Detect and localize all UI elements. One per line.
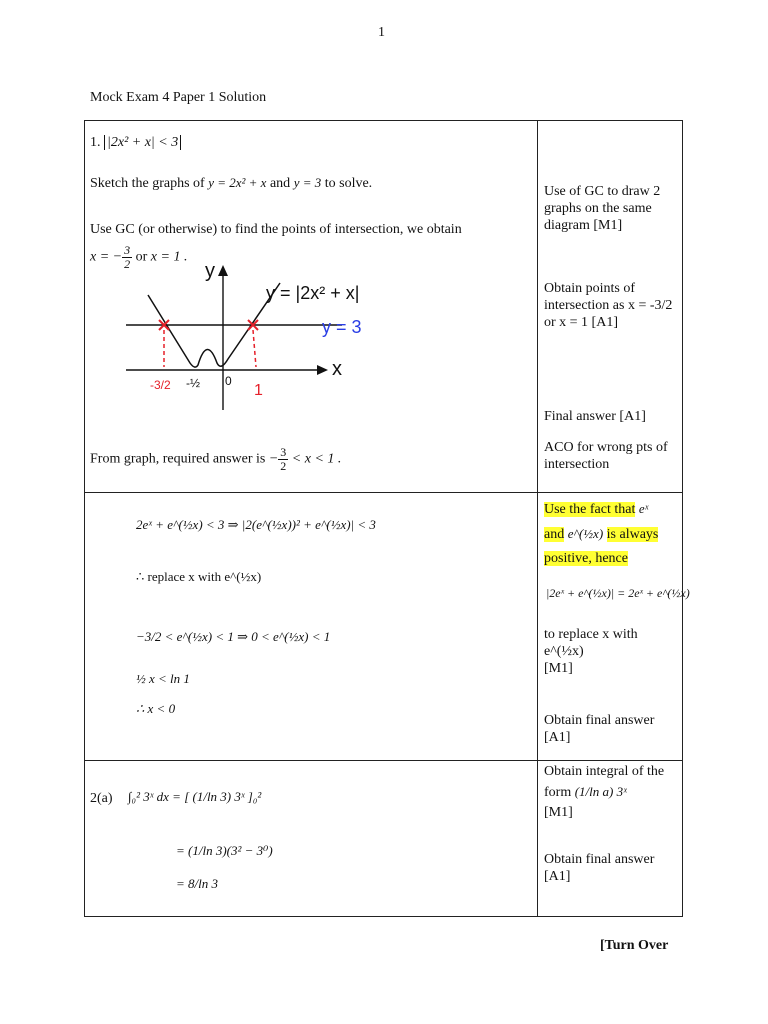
origin-label: 0 xyxy=(225,374,232,388)
q2-mark-1-tag: [M1] xyxy=(544,805,573,820)
q1b-hl-2-math: e^(½x) xyxy=(567,526,604,541)
q1b-mark-highlight xyxy=(544,497,680,571)
y-axis-arrow xyxy=(218,265,228,276)
q1-sketch-graph xyxy=(110,255,370,410)
q1b-line-3: −3/2 < e^(½x) < 1 ⇒ 0 < e^(½x) < 1 xyxy=(136,629,331,644)
q1-final-prefix: From graph, required answer is xyxy=(90,451,266,467)
q1-sketch-and: and xyxy=(269,176,291,191)
q1-final-line: From graph, required answer is − $\frac{3}{2}$ < x < 1 . xyxy=(90,445,342,473)
q1b-hl-1: Use the fact that xyxy=(544,502,636,517)
q1-mark-1: Use of GC to draw 2 graphs on the same diagram [M1] xyxy=(544,184,661,233)
table-column-divider xyxy=(537,120,538,917)
page-footer: [Turn Over xyxy=(600,938,669,953)
q1-gc-x2: x = 1 . xyxy=(150,249,188,265)
x-axis-label: x xyxy=(332,358,342,380)
q1-final-num: 3 xyxy=(280,445,287,459)
q1-gc-or: or xyxy=(135,249,148,265)
q2-line-2: = (1/ln 3)(3² − 3⁰) xyxy=(176,843,273,858)
q1-sketch-eq2: y = 3 xyxy=(293,175,322,190)
q1b-hl-2-and: and xyxy=(544,527,565,542)
q2-mark-1 xyxy=(544,762,680,823)
q1-question: |2x² + x| < 3 xyxy=(104,135,181,150)
q1b-line-4: ½ x < ln 1 xyxy=(136,671,190,686)
page-number: 1 xyxy=(378,25,385,40)
q1-mark-4: ACO for wrong pts of intersection xyxy=(544,440,668,472)
table-row-divider xyxy=(84,492,683,493)
tick-neg-half: -½ xyxy=(186,376,201,390)
q1b-line-2: ∴ replace x with e^(½x) xyxy=(136,569,262,584)
q2-mark-1-form: form xyxy=(544,785,572,800)
x-axis-arrow xyxy=(317,365,328,375)
q2-label: 2(a) xyxy=(90,791,113,806)
q1b-mark-1-tag: [M1] xyxy=(544,661,573,676)
q1-sketch-line xyxy=(90,174,372,193)
q1b-mark-eq: |2eˣ + e^(½x)| = 2eˣ + e^(½x) xyxy=(546,586,690,600)
q1b-mark-2: Obtain final answer [A1] xyxy=(544,713,655,745)
q2-mark-1-text: Obtain integral of the xyxy=(544,764,665,779)
y-axis-label: y xyxy=(205,260,215,282)
q1b-hl-2-text: is always xyxy=(606,527,659,542)
q1b-hl-1-math: eˣ xyxy=(638,501,649,516)
q1b-mark-1-text: to replace x with e^(½x) xyxy=(544,627,638,659)
q2-line-1: ∫₀² 3ˣ dx = [ (1/ln 3) 3ˣ ]₀² xyxy=(128,789,262,804)
table-row-divider xyxy=(84,760,683,761)
q2-line-3: = 8/ln 3 xyxy=(176,876,218,891)
q1-label: 1. xyxy=(90,135,101,150)
q1-mark-3: Final answer [A1] xyxy=(544,409,646,424)
tick-one: 1 xyxy=(254,382,263,399)
q1b-hl-3: positive, hence xyxy=(544,551,628,566)
q1-sketch-suffix: to solve. xyxy=(324,176,373,191)
q1-final-frac xyxy=(278,446,288,473)
line-label: y = 3 xyxy=(322,317,362,337)
q2-mark-2: Obtain final answer [A1] xyxy=(544,852,655,884)
q2-mark-1-math: (1/ln a) 3ˣ xyxy=(574,784,627,799)
page-title: Mock Exam 4 Paper 1 Solution xyxy=(90,90,267,105)
q1b-mark-1 xyxy=(544,626,680,677)
q1-sketch-prefix: Sketch the graphs of xyxy=(90,176,205,191)
curve-label: y = |2x² + x| xyxy=(266,283,360,303)
q1-gc-line: Use GC (or otherwise) to find the points of intersection, we obtain xyxy=(90,222,462,237)
q1-gc-x1-den: 2 xyxy=(124,257,131,271)
q1-mark-2: Obtain points of intersection as x = -3/2 or x = 1 [A1] xyxy=(544,281,673,330)
drop-line-right xyxy=(253,330,256,367)
q1-final-den: 2 xyxy=(280,459,287,473)
q1-sketch-eq1: y = 2x² + x xyxy=(208,175,267,190)
q1b-line-1: 2eˣ + e^(½x) < 3 ⇒ |2(e^(½x))² + e^(½x)| < 3 xyxy=(136,517,376,532)
q1-gc-x1-num: 3 xyxy=(124,243,131,257)
q1-final-suffix: < x < 1 . xyxy=(291,451,342,467)
q1b-line-5: ∴ x < 0 xyxy=(136,701,176,716)
q1-gc-x1-lhs: x = − xyxy=(90,249,123,265)
tick-neg-3-2: -3/2 xyxy=(150,378,171,392)
q1-number xyxy=(90,134,181,152)
